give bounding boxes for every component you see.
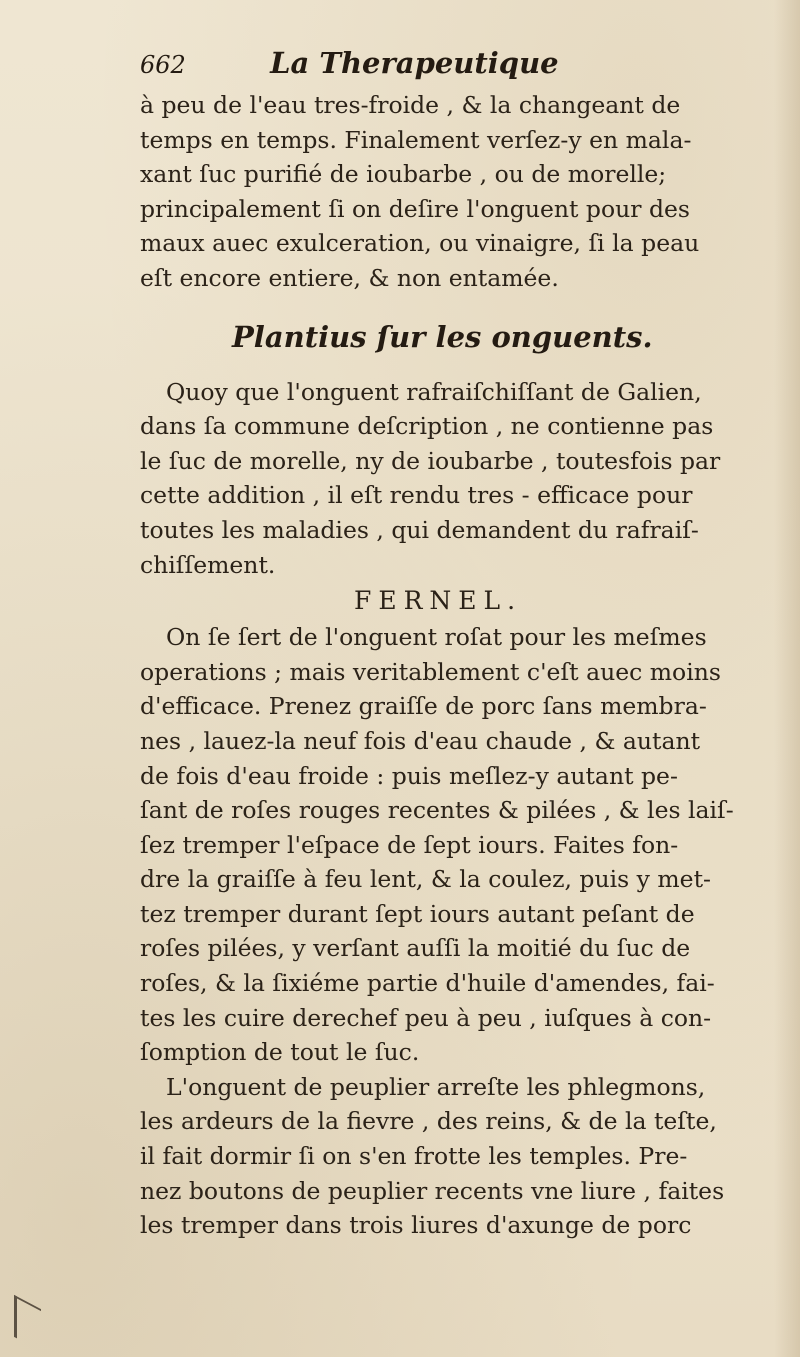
text-line: de fois d'eau froide : puis meſlez-y autant pe- bbox=[140, 761, 678, 790]
paragraph-continuation bbox=[140, 88, 792, 296]
paragraph-peuplier bbox=[140, 1070, 792, 1243]
text-line: dre la graiſſe à feu lent, & la coulez, puis y met- bbox=[140, 865, 711, 894]
text-block bbox=[140, 38, 792, 1243]
text-line: à peu de l'eau tres-froide , & la changeant de bbox=[140, 91, 681, 119]
paragraph-plantius bbox=[140, 375, 792, 583]
text-line: nez boutons de peuplier recents vne liure , faites bbox=[140, 1176, 725, 1205]
text-line: ſomption de tout le ſuc. bbox=[140, 1038, 420, 1067]
text-line: cette addition , il eſt rendu tres - efficace pour bbox=[140, 481, 693, 510]
text-line: roſes, & la ſixiéme partie d'huile d'amendes, fai- bbox=[140, 969, 715, 998]
running-title: La Therapeutique bbox=[270, 46, 559, 80]
text-line: le ſuc de morelle, ny de ioubarbe , toutesfois par bbox=[140, 446, 721, 475]
text-line: dans ſa commune deſcription , ne contienne pas bbox=[140, 412, 714, 441]
running-head bbox=[140, 38, 792, 88]
text-line: eſt encore entiere, & non entamée. bbox=[140, 263, 559, 292]
paragraph-fernel bbox=[140, 620, 792, 1070]
text-line: xant ſuc purifié de ioubarbe , ou de morelle; bbox=[140, 160, 667, 189]
text-line: On ſe ſert de l'onguent roſat pour les meſmes bbox=[166, 623, 707, 652]
text-line: maux auec exulceration, ou vinaigre, ſi la peau bbox=[140, 229, 700, 258]
text-line: roſes pilées, y verſant auſſi la moitié du ſuc de bbox=[140, 934, 691, 963]
text-line: toutes les maladies , qui demandent du rafraiſ- bbox=[140, 515, 699, 544]
text-line: operations ; mais veritablement c'eſt auec moins bbox=[140, 657, 721, 686]
text-line: principalement ſi on deſire l'onguent pour des bbox=[140, 194, 690, 223]
section-heading: Plantius ſur les onguents. bbox=[232, 319, 653, 354]
text-line: chiſſement. bbox=[140, 550, 276, 579]
text-line: il fait dormir ſi on s'en frotte les temples. Pre- bbox=[140, 1142, 688, 1171]
text-line: ſant de roſes rouges recentes & pilées , & les laiſ- bbox=[140, 796, 734, 825]
text-line: tez tremper durant ſept iours autant peſant de bbox=[140, 899, 695, 928]
text-line: les tremper dans trois liures d'axunge de porc bbox=[140, 1211, 692, 1240]
text-line: tes les cuire derechef peu à peu , iuſques à con- bbox=[140, 1003, 712, 1032]
page-number: 662 bbox=[140, 51, 186, 79]
page-corner-mark bbox=[14, 1295, 41, 1351]
text-line: ſez tremper l'eſpace de ſept iours. Faites fon- bbox=[140, 830, 679, 859]
text-line: temps en temps. Finalement verſez-y en mala- bbox=[140, 125, 692, 154]
text-line: les ardeurs de la fievre , des reins, & de la teſte, bbox=[140, 1107, 717, 1136]
text-line: nes , lauez-la neuf fois d'eau chaude , & autant bbox=[140, 726, 701, 755]
text-line: d'efficace. Prenez graiſſe de porc ſans membra- bbox=[140, 692, 707, 721]
author-heading: FERNEL. bbox=[354, 586, 523, 616]
text-line: L'onguent de peuplier arreſte les phlegmons, bbox=[166, 1072, 706, 1101]
text-line: Quoy que l'onguent rafraiſchiſſant de Galien, bbox=[166, 377, 702, 406]
